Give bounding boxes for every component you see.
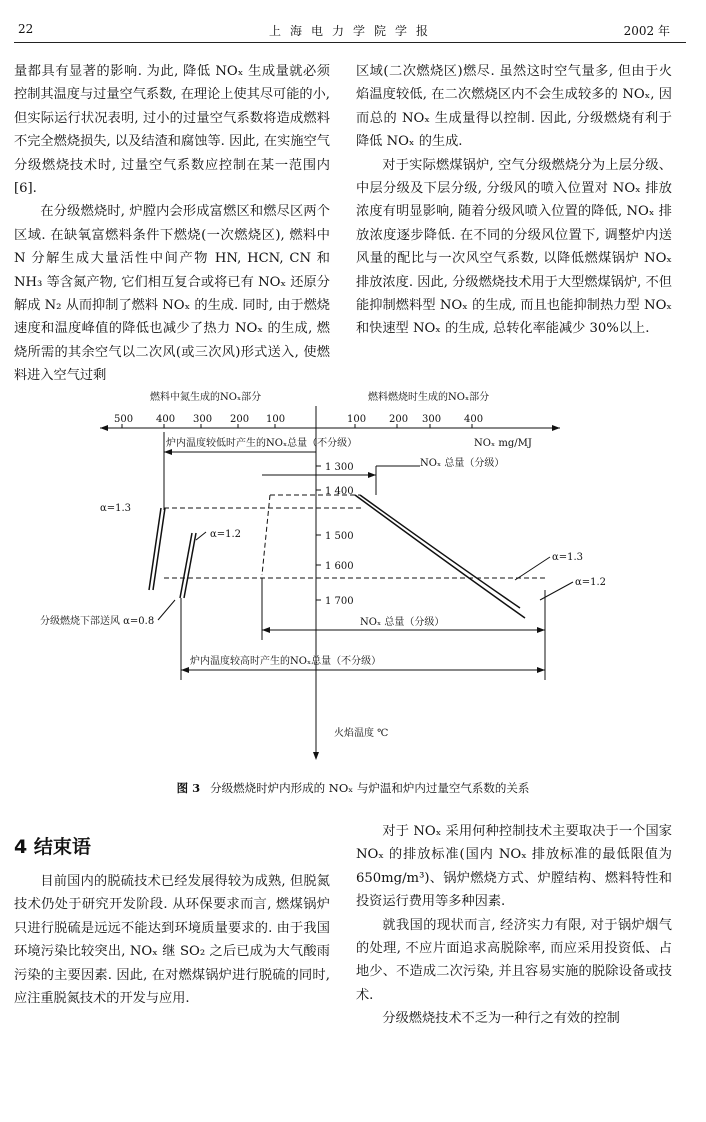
- arrowhead: [164, 449, 172, 455]
- paragraph: 分级燃烧技术不乏为一种行之有效的控制: [382, 1011, 620, 1027]
- tick-label: 400: [464, 414, 484, 425]
- caption-label: 图 3: [176, 781, 201, 795]
- tick-label: 300: [422, 414, 442, 425]
- leader: [515, 557, 550, 580]
- nox-diagram: [0, 380, 706, 780]
- leader: [158, 600, 175, 620]
- alpha-label: α=1.3: [100, 503, 132, 514]
- alpha-label: α=1.3: [552, 552, 584, 563]
- curve-right-13: [360, 495, 520, 608]
- curve-left-slope: [262, 495, 270, 575]
- arrowhead: [368, 472, 376, 478]
- tick-label: 300: [193, 414, 213, 425]
- tick-label: 400: [156, 414, 176, 425]
- temp-ticks: [316, 466, 321, 600]
- temp-tick: 1 400: [325, 486, 354, 497]
- paragraph: 量都具有显著的影响. 为此, 降低 NOₓ 生成量就必须控制其温度与过量空气系数, 在理论上使其尽可能的小, 但实际运行状况表明, 过小的过量空气系数将造成燃料不完全燃烧损失, 以及结渣和腐蚀等. 因此, 在实施空气分级燃烧技术时, 过量空气系数应控制在某一范围内[6].: [14, 64, 330, 197]
- right-heading: 燃料燃烧时生成的NOₓ部分: [368, 392, 490, 403]
- alpha-label: α=1.2: [210, 529, 242, 540]
- paragraph: 区域(二次燃烧区)燃尽. 虽然这时空气量多, 但由于火焰温度较低, 在二次燃烧区内不会生成较多的 NOₓ, 因而总的 NOₓ 生成量得以控制. 因此, 分级燃烧有利于降低 NOₓ 的生成.: [356, 64, 672, 150]
- left-heading: 燃料中氮生成的NOₓ部分: [150, 392, 262, 403]
- curve-right-12: [355, 495, 525, 618]
- column-left-bottom: [14, 870, 330, 1010]
- temp-tick: 1 600: [325, 561, 354, 572]
- tick-label: 200: [389, 414, 409, 425]
- arrowhead: [537, 667, 545, 673]
- year: 2002 年: [623, 24, 670, 38]
- alpha-label: α=1.2: [575, 577, 607, 588]
- temp-tick: 1 500: [325, 531, 354, 542]
- low-temp-label: 炉内温度较低时产生的NOₓ总量（不分级）: [166, 438, 358, 449]
- figure-3: [0, 380, 706, 800]
- staged-bottom-label: NOₓ 总量（分级）: [360, 617, 445, 628]
- alpha-08-label: 分级燃烧下部送风 α=0.8: [40, 616, 155, 627]
- paragraph: 对于实际燃煤锅炉, 空气分级燃烧分为上层分级、中层分级及下层分级, 分级风的喷入位置对 NOₓ 排放浓度有明显影响, 随着分级风喷入位置的降低, NOₓ 排放浓度逐步降低. 在不同的分级风位置下, 调整炉内送风量的配比与一次风空气系数, 以降低燃煤锅炉 NOₓ 排放浓度. 因此, 分级燃烧技术用于大型燃煤锅炉, 不但能抑制燃料型 NOₓ 的生成, 而且也能抑制热力型 NOₓ 和快速型 NOₓ 的生成, 总转化率能减少 30%以上.: [356, 157, 672, 337]
- tick-label: 200: [230, 414, 250, 425]
- temp-axis-label: 火焰温度 ℃: [334, 728, 389, 739]
- column-left-top: [14, 60, 330, 388]
- arrowhead: [262, 627, 270, 633]
- caption-text: 分级燃烧时炉内形成的 NOₓ 与炉温和炉内过量空气系数的关系: [210, 781, 530, 795]
- axis-unit: NOₓ mg/MJ: [474, 438, 532, 449]
- page-number: 22: [18, 22, 34, 36]
- running-header: [0, 22, 706, 42]
- temp-axis-arrow: [313, 752, 319, 760]
- tick-label: 500: [114, 414, 134, 425]
- axis-arrow-right: [552, 425, 560, 431]
- journal-title: 上海电力学院学报: [268, 24, 437, 38]
- staged-top-label: NOₓ 总量（分级）: [420, 458, 505, 469]
- paragraph: 就我国的现状而言, 经济实力有限, 对于锅炉烟气的处理, 不应片面追求高脱除率, 而应采用投资低、占地少、不造成二次污染, 并且容易实施的脱除设备或技术.: [356, 917, 672, 1003]
- paragraph: 对于 NOₓ 采用何种控制技术主要取决于一个国家 NOₓ 的排放标准(国内 NOₓ 排放标准的最低限值为 650mg/m³)、锅炉燃烧方式、炉膛结构、燃料特性和投资运行费用等多种因素.: [356, 824, 672, 910]
- figure-caption: [0, 780, 706, 796]
- temp-tick: 1 300: [325, 462, 354, 473]
- temp-tick: 1 700: [325, 596, 354, 607]
- tick-label: 100: [266, 414, 286, 425]
- paragraph: 在分级燃烧时, 炉膛内会形成富燃区和燃尽区两个区域. 在缺氧富燃料条件下燃烧(一次燃烧区), 燃料中 N 分解生成大量活性中间产物 HN, HCN, CN 和 NH₃ 等含氮产物, 它们相互复合或将已有 NOₓ 还原分解成 N₂ 从而抑制了燃料 NOₓ 的生成. 同时, 由于燃烧速度和温度峰值的降低也减少了热力 NOₓ 的生成, 燃烧所需的其余空气以二次风(或三次风)形式送入, 使燃料进入空气过剩: [14, 204, 330, 384]
- section-heading: 4 结束语: [14, 836, 91, 858]
- paragraph: 目前国内的脱硫技术已经发展得较为成熟, 但脱氮技术仍处于研究开发阶段. 从环保要求而言, 燃煤锅炉只进行脱硫是远远不能达到环境质量要求的. 由于我国环境污染比较突出, NOₓ 继 SO₂ 之后已成为大气酸雨污染的主要因素. 因此, 在对燃煤锅炉进行脱硫的同时, 应注重脱氮技术的开发与应用.: [14, 874, 330, 1007]
- axis-arrow-left: [100, 425, 108, 431]
- arrowhead: [537, 627, 545, 633]
- tick-label: 100: [347, 414, 367, 425]
- arrowhead: [181, 667, 189, 673]
- column-right-bottom: [356, 820, 672, 1031]
- leader: [196, 532, 206, 540]
- header-rule: [14, 42, 686, 43]
- column-right-top: [356, 60, 672, 341]
- high-temp-label: 炉内温度较高时产生的NOₓ总量（不分级）: [190, 656, 382, 667]
